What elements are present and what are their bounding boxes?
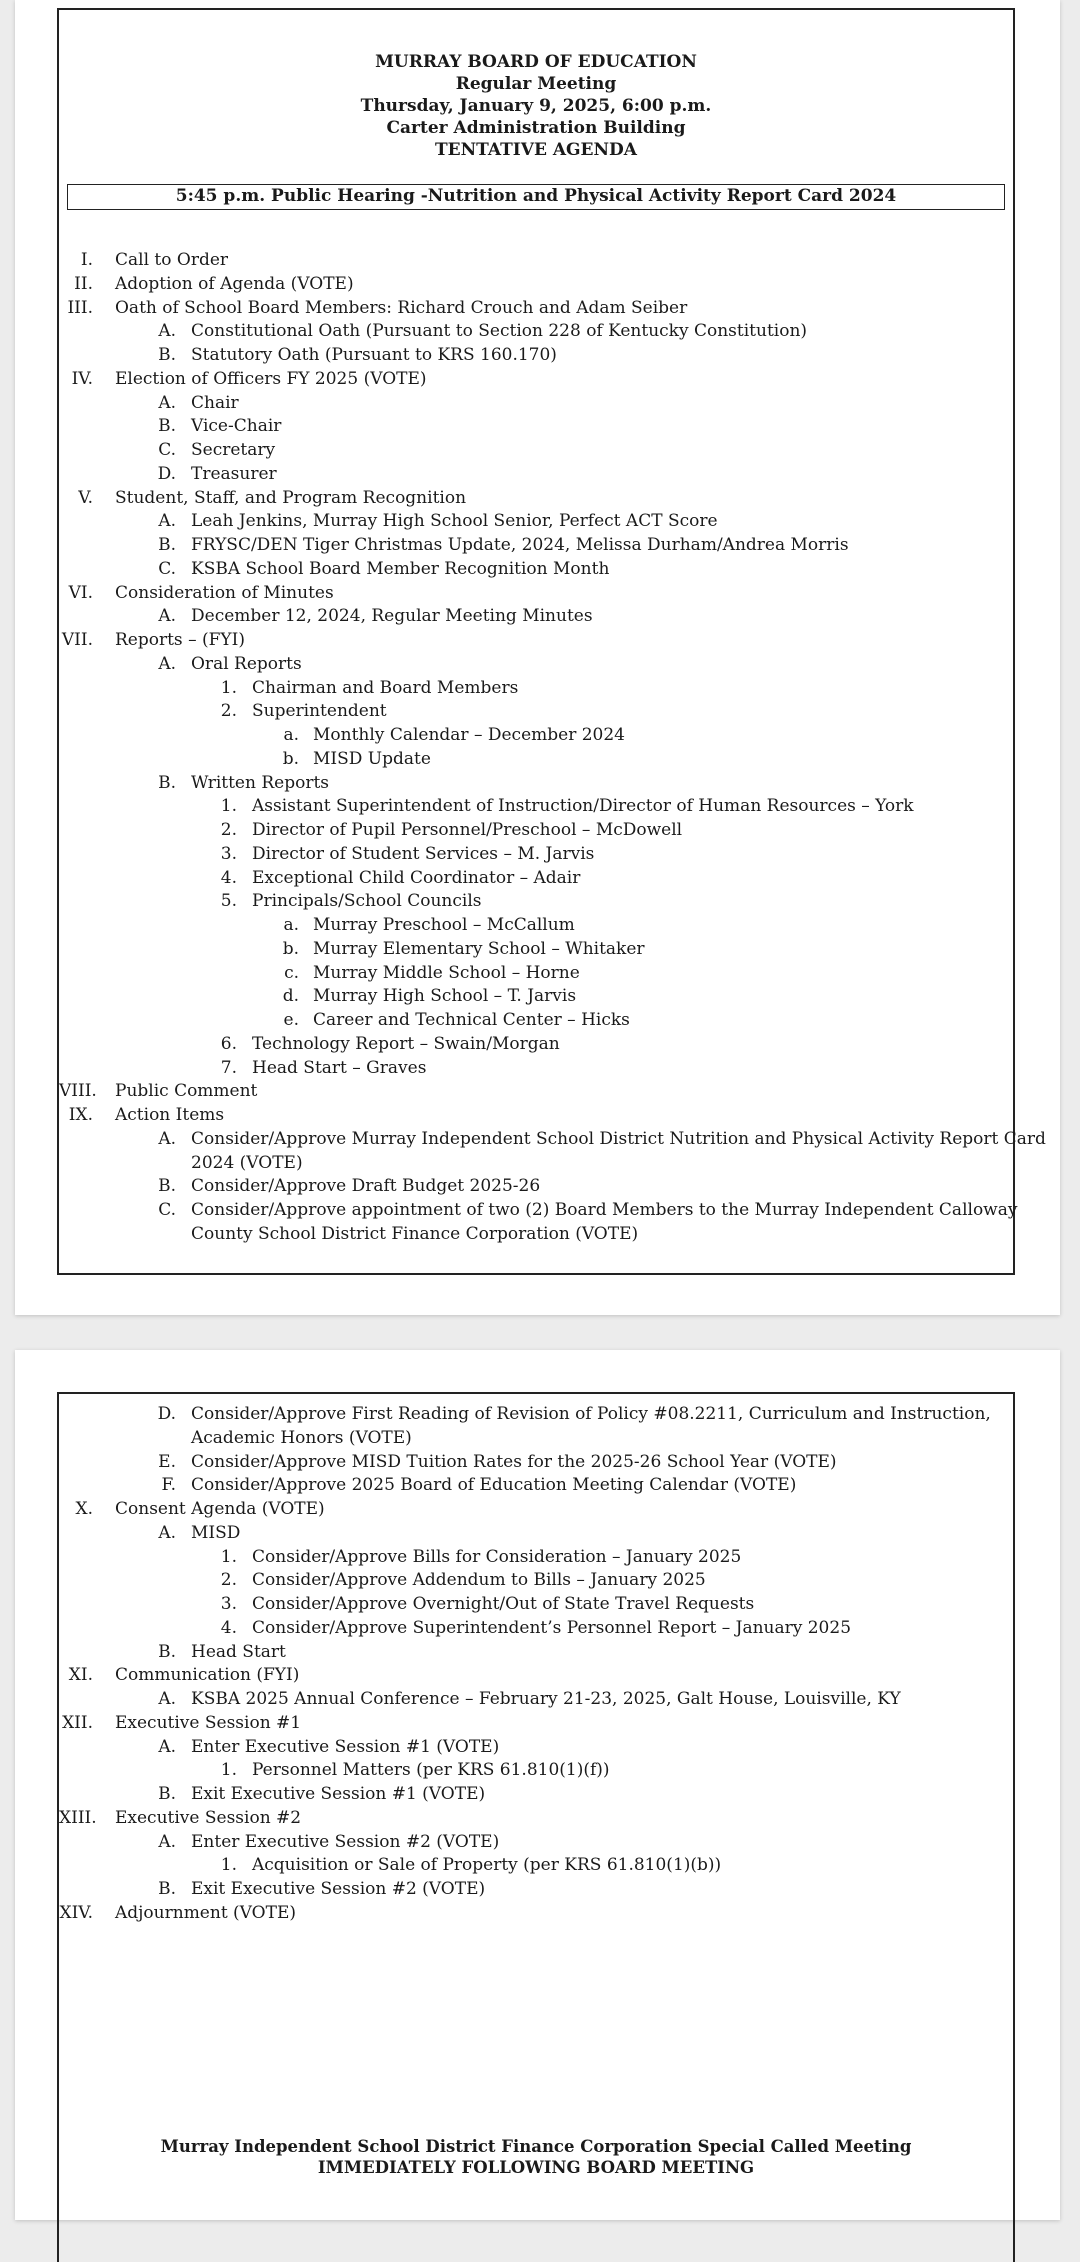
- agenda-item-text: Election of Officers FY 2025 (VOTE): [115, 368, 427, 389]
- agenda-item-text: Career and Technical Center – Hicks: [313, 1010, 630, 1030]
- agenda-frame: [57, 8, 1046, 1275]
- agenda-item-marker: 1.: [220, 796, 237, 817]
- agenda-item-marker: XIV.: [59, 1902, 93, 1923]
- agenda-item-marker: d.: [282, 986, 299, 1007]
- agenda-item-text: Secretary: [191, 440, 276, 460]
- agenda-item-marker: A.: [158, 606, 176, 627]
- agenda-item-marker: 7.: [220, 1057, 237, 1078]
- agenda-item-marker: C.: [158, 1200, 176, 1220]
- agenda-item-marker: e.: [283, 1010, 299, 1030]
- board-name: MURRAY BOARD OF EDUCATION: [375, 52, 697, 72]
- agenda-item-text: Director of Pupil Personnel/Preschool – McDowell: [252, 820, 683, 840]
- agenda-item-marker: 1.: [220, 1760, 237, 1781]
- agenda-item-marker: A.: [158, 1831, 176, 1852]
- agenda-item-text: Oath of School Board Members: Richard Crouch and Adam Seiber: [115, 297, 688, 318]
- agenda-item-marker: X.: [75, 1499, 93, 1519]
- agenda-frame: [57, 1392, 1015, 2262]
- agenda-item-text: Executive Session #2: [115, 1807, 302, 1828]
- agenda-item-text: Exit Executive Session #1 (VOTE): [191, 1784, 486, 1804]
- agenda-item-text: Murray Elementary School – Whitaker: [313, 938, 645, 959]
- agenda-item-marker: 3.: [220, 843, 237, 864]
- agenda-item-marker: VIII.: [59, 1081, 97, 1102]
- agenda-item-text: Consider/Approve 2025 Board of Education Meeting Calendar (VOTE): [191, 1475, 797, 1496]
- agenda-item-marker: B.: [158, 345, 176, 365]
- agenda-item-marker: C.: [158, 440, 176, 460]
- agenda-item-marker: VI.: [68, 582, 93, 603]
- agenda-item-marker: b.: [282, 748, 299, 769]
- agenda-item-text: Oral Reports: [191, 653, 302, 674]
- agenda-item-text: Exceptional Child Coordinator – Adair: [252, 867, 581, 888]
- agenda-item-marker: 1.: [220, 1855, 237, 1876]
- agenda-item-text: Consider/Approve Draft Budget 2025-26: [191, 1176, 541, 1197]
- public-hearing-box: 5:45 p.m. Public Hearing -Nutrition and Physical Activity Report Card 2024: [67, 184, 1005, 210]
- agenda-item-marker: b.: [282, 938, 299, 959]
- agenda-item-marker: VII.: [61, 630, 93, 650]
- agenda-item-text: FRYSC/DEN Tiger Christmas Update, 2024, Melissa Durham/Andrea Morris: [191, 535, 849, 555]
- agenda-item-text: Written Reports: [191, 772, 330, 793]
- agenda-item-marker: c.: [284, 962, 299, 983]
- agenda-item-text: Murray Preschool – McCallum: [313, 915, 575, 935]
- agenda-item-marker: IV.: [71, 368, 93, 389]
- agenda-item-text: Communication (FYI): [115, 1665, 300, 1686]
- agenda-header: [59, 51, 1013, 161]
- agenda-item-text: County School District Finance Corporation (VOTE): [191, 1223, 639, 1244]
- agenda-item-marker: 2.: [220, 701, 237, 722]
- agenda-item-text: KSBA School Board Member Recognition Month: [191, 558, 610, 579]
- document-page-2: [15, 1350, 1060, 2220]
- agenda-item-marker: B.: [158, 1784, 176, 1804]
- meeting-type: Regular Meeting: [455, 74, 617, 94]
- agenda-item-text: Leah Jenkins, Murray High School Senior, Perfect ACT Score: [191, 511, 718, 532]
- agenda-item-text: MISD: [191, 1522, 241, 1543]
- agenda-item-marker: B.: [158, 535, 176, 555]
- agenda-item-text: Chair: [191, 392, 239, 413]
- agenda-item-marker: a.: [283, 915, 299, 935]
- agenda-item-text: Treasurer: [191, 463, 277, 484]
- agenda-item-text: Consider/Approve Superintendent’s Personnel Report – January 2025: [252, 1617, 852, 1638]
- agenda-item-marker: II.: [74, 273, 93, 294]
- agenda-item-text: Public Comment: [115, 1081, 258, 1102]
- agenda-item-text: Executive Session #1: [115, 1712, 302, 1733]
- agenda-item-text: Consideration of Minutes: [115, 582, 334, 603]
- agenda-item-marker: F.: [161, 1475, 176, 1496]
- agenda-item-marker: III.: [67, 297, 93, 318]
- agenda-title: TENTATIVE AGENDA: [435, 140, 637, 160]
- agenda-item-text: Exit Executive Session #2 (VOTE): [191, 1879, 486, 1899]
- agenda-item-marker: A.: [158, 1736, 176, 1757]
- agenda-item-marker: D.: [157, 463, 176, 484]
- agenda-item-marker: IX.: [68, 1105, 93, 1125]
- agenda-item-text: Director of Student Services – M. Jarvis: [252, 843, 595, 864]
- agenda-item-text: December 12, 2024, Regular Meeting Minutes: [191, 606, 593, 627]
- agenda-item-marker: 5.: [220, 891, 237, 912]
- agenda-item-marker: XII.: [62, 1712, 93, 1733]
- finance-corporation-notice: [59, 2136, 1013, 2178]
- agenda-item-marker: B.: [158, 1879, 176, 1899]
- agenda-item-text: Principals/School Councils: [252, 891, 482, 912]
- agenda-item-marker: 6.: [220, 1033, 237, 1054]
- agenda-item-marker: A.: [158, 1522, 176, 1543]
- agenda-item-text: Statutory Oath (Pursuant to KRS 160.170): [191, 345, 557, 365]
- agenda-item-marker: E.: [158, 1451, 176, 1472]
- finance-meeting-title: Murray Independent School District Finance Corporation Special Called Meeting: [160, 2137, 912, 2156]
- agenda-item-text: Action Items: [115, 1105, 225, 1125]
- agenda-item-text: Superintendent: [252, 701, 387, 722]
- agenda-item-text: Head Start – Graves: [252, 1057, 427, 1078]
- agenda-item-marker: A.: [158, 1689, 176, 1709]
- agenda-item-text: Adjournment (VOTE): [115, 1902, 296, 1923]
- agenda-item-marker: B.: [158, 772, 176, 793]
- agenda-item-marker: A.: [158, 392, 176, 413]
- agenda-item-marker: 1.: [220, 1546, 237, 1567]
- agenda-item-marker: B.: [158, 416, 176, 437]
- agenda-item-marker: V.: [78, 487, 93, 508]
- finance-meeting-timing: IMMEDIATELY FOLLOWING BOARD MEETING: [317, 2158, 755, 2177]
- agenda-item-marker: C.: [158, 558, 176, 579]
- agenda-item-text: Academic Honors (VOTE): [191, 1427, 412, 1448]
- agenda-item-text: Vice-Chair: [191, 416, 282, 437]
- agenda-item-text: Enter Executive Session #1 (VOTE): [191, 1736, 500, 1757]
- agenda-item-text: Consider/Approve Overnight/Out of State Travel Requests: [252, 1594, 755, 1614]
- agenda-item-text: Acquisition or Sale of Property (per KRS 61.810(1)(b)): [252, 1855, 722, 1876]
- agenda-item-text: Consider/Approve appointment of two (2) Board Members to the Murray Independent Calloway: [191, 1200, 1018, 1220]
- agenda-item-text: Consider/Approve Addendum to Bills – January 2025: [252, 1570, 706, 1591]
- agenda-item-text: Head Start: [191, 1641, 286, 1662]
- agenda-item-marker: XIII.: [59, 1807, 97, 1828]
- meeting-date: Thursday, January 9, 2025, 6:00 p.m.: [360, 96, 712, 116]
- agenda-item-text: Constitutional Oath (Pursuant to Section 228 of Kentucky Constitution): [191, 321, 808, 342]
- agenda-item-marker: A.: [158, 653, 176, 674]
- document-page-1: [15, 0, 1060, 1315]
- agenda-item-text: 2024 (VOTE): [191, 1152, 303, 1173]
- agenda-item-text: Consider/Approve Bills for Consideration – January 2025: [252, 1546, 742, 1567]
- agenda-item-text: Student, Staff, and Program Recognition: [115, 487, 467, 508]
- agenda-item-marker: 1.: [220, 677, 237, 698]
- agenda-item-marker: 2.: [220, 1570, 237, 1591]
- agenda-item-text: Chairman and Board Members: [252, 677, 519, 698]
- agenda-item-text: Call to Order: [115, 250, 229, 270]
- agenda-item-text: Murray Middle School – Horne: [313, 962, 580, 983]
- meeting-location: Carter Administration Building: [386, 118, 686, 138]
- agenda-item-text: Murray High School – T. Jarvis: [313, 986, 577, 1007]
- agenda-item-marker: B.: [158, 1176, 176, 1197]
- agenda-item-text: Consider/Approve Murray Independent School District Nutrition and Physical Activity Report Card: [191, 1128, 1046, 1149]
- agenda-item-marker: A.: [158, 1128, 176, 1149]
- agenda-item-text: Assistant Superintendent of Instruction/Director of Human Resources – York: [252, 796, 914, 817]
- agenda-item-marker: A.: [158, 511, 176, 532]
- agenda-item-text: Adoption of Agenda (VOTE): [115, 273, 354, 294]
- agenda-item-text: Monthly Calendar – December 2024: [313, 725, 625, 745]
- agenda-item-marker: XI.: [68, 1665, 93, 1686]
- agenda-item-marker: D.: [157, 1404, 176, 1424]
- agenda-item-marker: 2.: [220, 820, 237, 840]
- agenda-item-text: Reports – (FYI): [115, 630, 245, 650]
- agenda-item-marker: I.: [80, 250, 93, 270]
- agenda-item-text: Enter Executive Session #2 (VOTE): [191, 1831, 500, 1852]
- agenda-item-text: Technology Report – Swain/Morgan: [252, 1033, 560, 1054]
- agenda-item-marker: 4.: [220, 1617, 237, 1638]
- agenda-item-marker: 4.: [220, 867, 237, 888]
- agenda-item-text: KSBA 2025 Annual Conference – February 21-23, 2025, Galt House, Louisville, KY: [191, 1689, 901, 1709]
- agenda-item-text: Consider/Approve MISD Tuition Rates for the 2025-26 School Year (VOTE): [191, 1451, 837, 1472]
- agenda-item-text: Personnel Matters (per KRS 61.810(1)(f)): [252, 1760, 610, 1781]
- agenda-item-marker: A.: [158, 321, 176, 342]
- agenda-item-marker: 3.: [220, 1594, 237, 1614]
- agenda-item-marker: a.: [283, 725, 299, 745]
- agenda-item-text: MISD Update: [313, 748, 431, 769]
- agenda-item-text: Consider/Approve First Reading of Revision of Policy #08.2211, Curriculum and Instruction,: [191, 1404, 991, 1424]
- agenda-item-text: Consent Agenda (VOTE): [115, 1499, 325, 1519]
- agenda-item-marker: B.: [158, 1641, 176, 1662]
